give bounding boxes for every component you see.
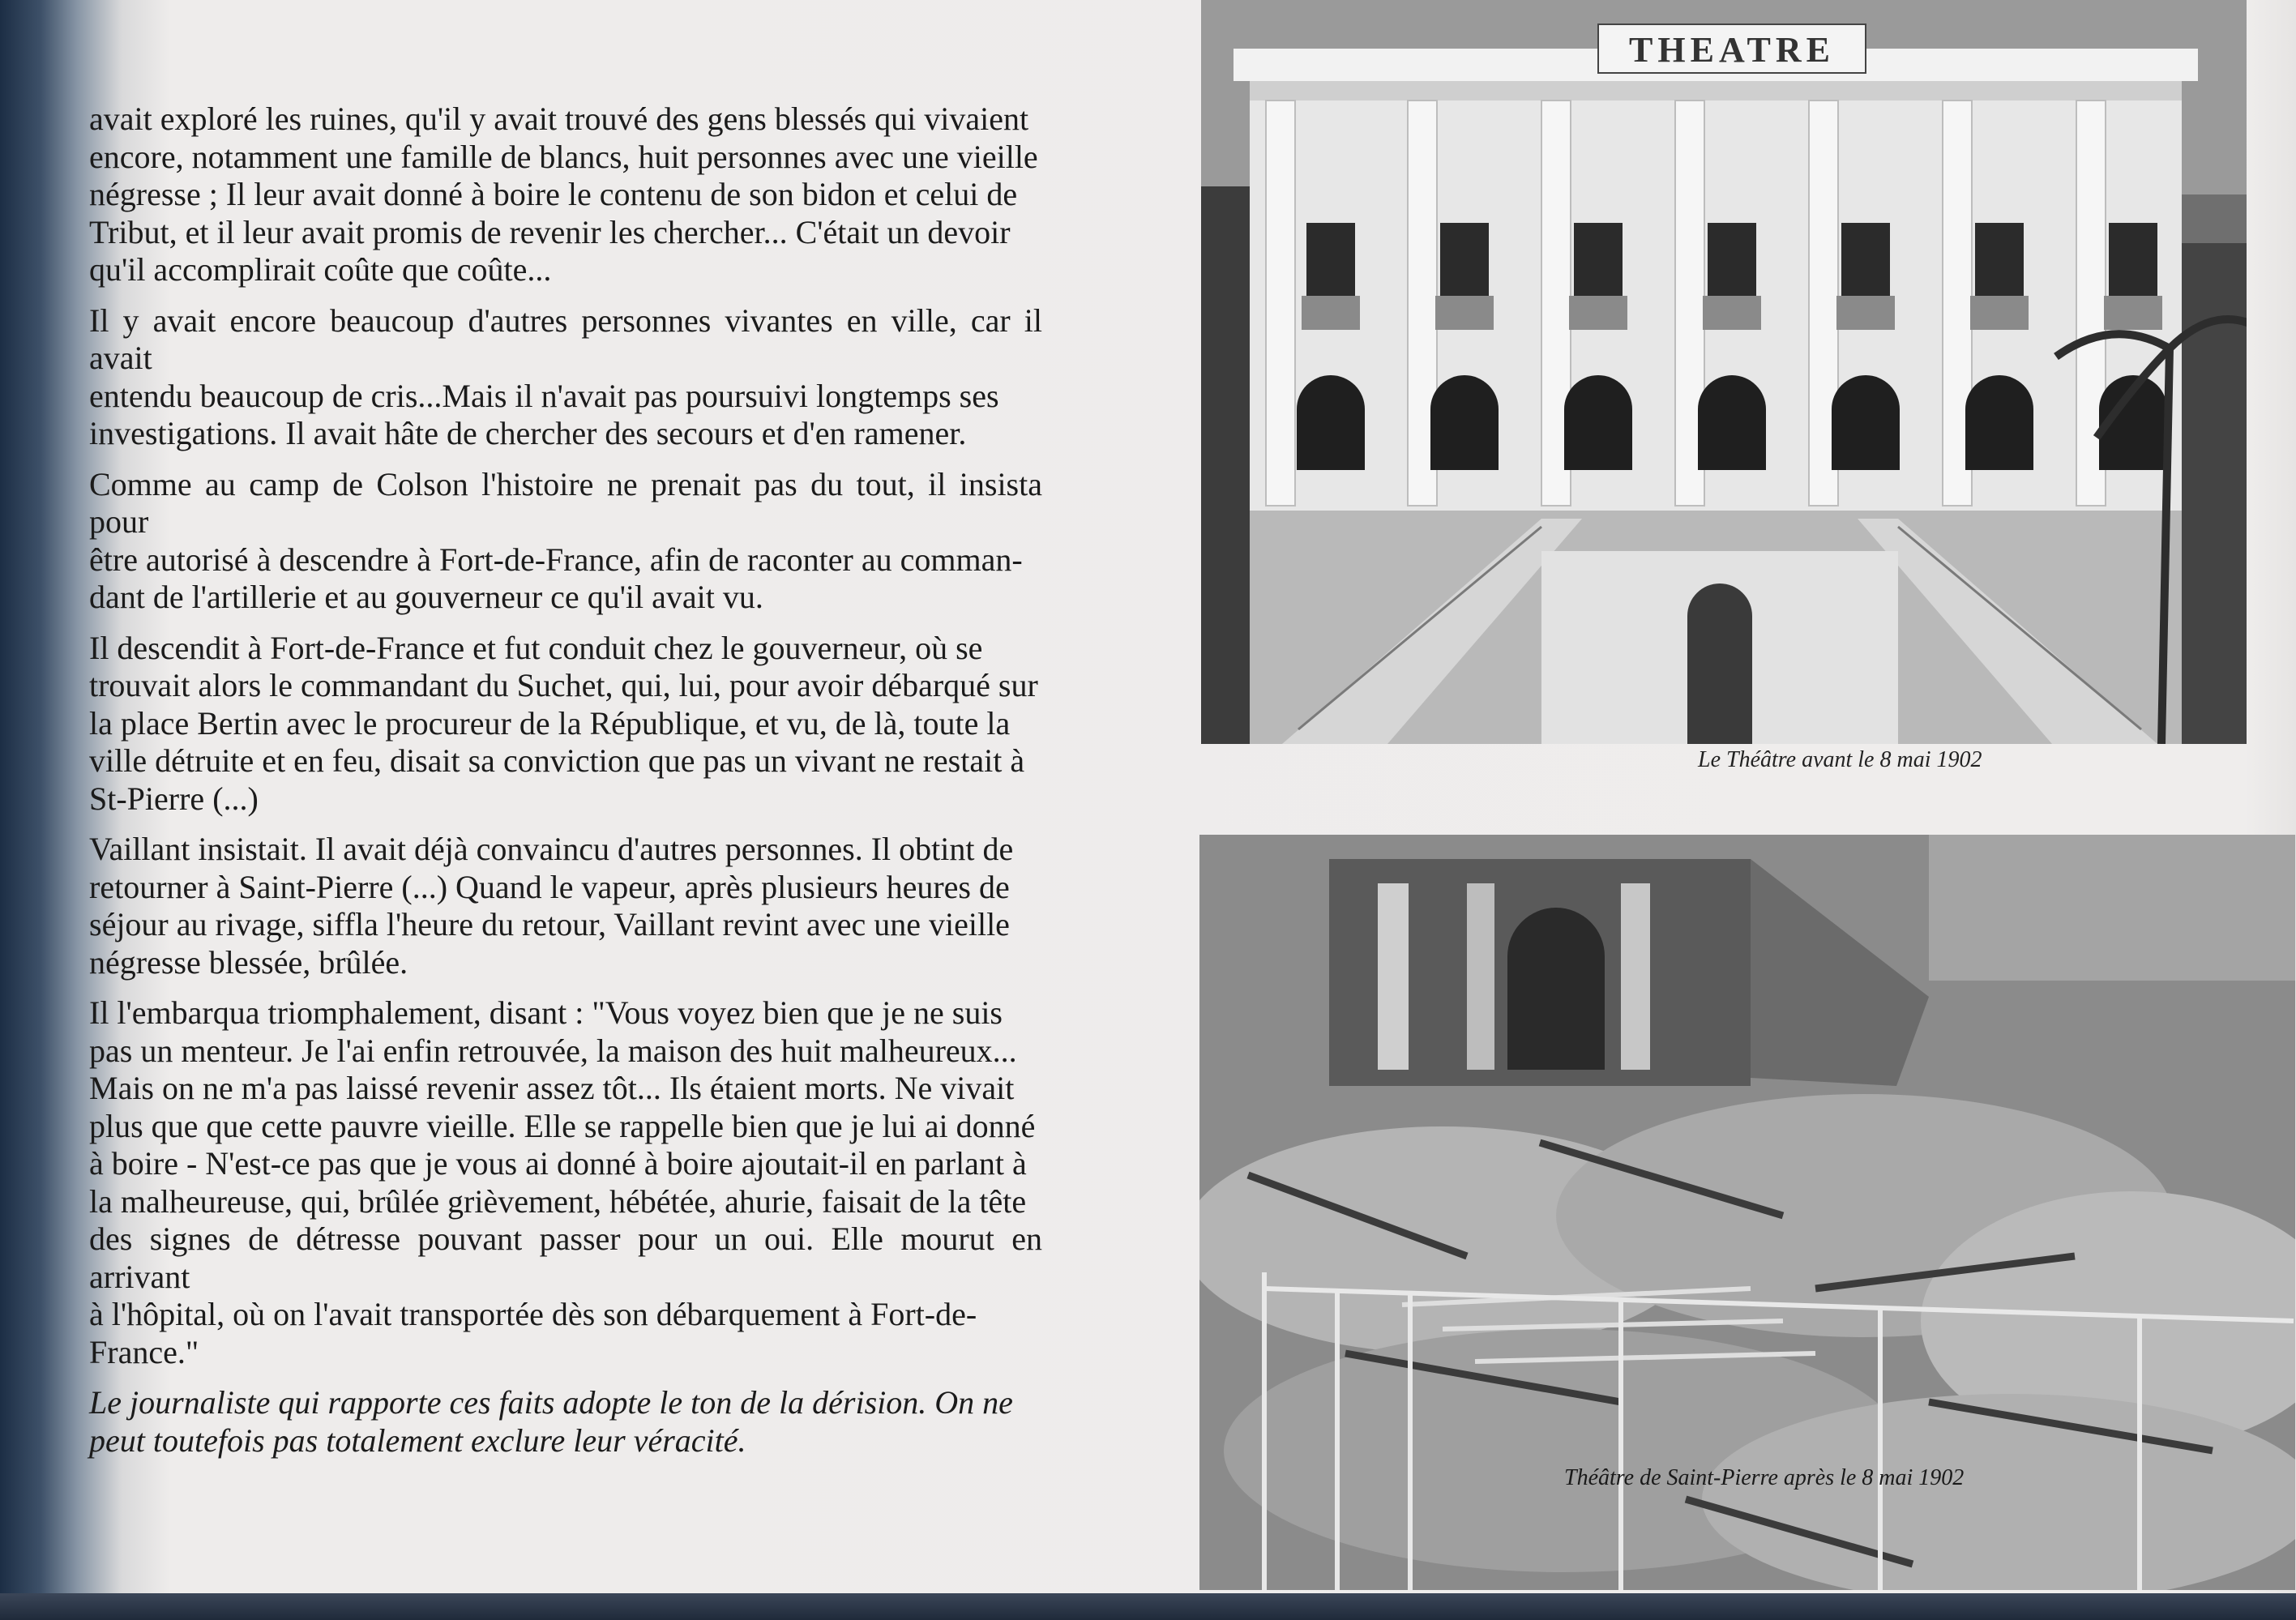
paragraph: Il l'embarqua triomphalement, disant : "Vous voyez bien que je ne suis pas un menteur. Je l'ai enfin retrouvée, la maison des huit malheureux... Mais on ne m'a pas laissé revenir assez tôt... Ils étaient morts. Ne vivait plus que que cette pauvre vieille. Elle se rappelle bien que je lui ai donné à boire - N'est-ce pas que je vous ai donné à boire ajoutait-il en parlant à la malheureuse, qui, brûlée grièvement, hébétée, ahurie, faisait de la tête des signes de détresse pouvant passer pour un oui. Elle mourut en arrivant à l'hôpital, où on l'avait transportée dès son débarquement à Fort-de- France." [89, 994, 1042, 1370]
closing-note: Le journaliste qui rapporte ces faits adopte le ton de la dérision. On ne peut toutefois pas totalement exclure leur véracité. [89, 1384, 1013, 1459]
caption-before: Le Théâtre avant le 8 mai 1902 [1698, 747, 1982, 772]
paragraph: avait exploré les ruines, qu'il y avait trouvé des gens blessés qui vivaient encore, notamment une famille de blancs, huit personnes avec une vieille négresse ; Il leur avait donné à boire le contenu de son bidon et celui de Tribut, et il leur avait promis de revenir les chercher... C'était un devoir qu'il accomplirait coûte que coûte... [89, 100, 1038, 288]
caption-after: Théâtre de Saint-Pierre après le 8 mai 1902 [1564, 1465, 1965, 1490]
theatre-before-photo [1201, 0, 2247, 744]
paragraph: Comme au camp de Colson l'histoire ne prenait pas du tout, il insista pour être autorisé à descendre à Fort-de-France, afin de raconter au comman- dant de l'artillerie et au gouverneur ce qu'il avait vu. [89, 465, 1042, 615]
article-text [89, 100, 1042, 1473]
paragraph: Vaillant insistait. Il avait déjà convaincu d'autres personnes. Il obtint de retourner à Saint-Pierre (...) Quand le vapeur, après plusieurs heures de séjour au rivage, siffla l'heure du retour, Vaillant revint avec une vieille négresse blessée, brûlée. [89, 831, 1014, 981]
paragraph: Il descendit à Fort-de-France et fut conduit chez le gouverneur, où se trouvait alors le commandant du Suchet, qui, lui, pour avoir débarqué sur la place Bertin avec le procureur de la République, et vu, de là, toute la ville détruite et en feu, disait sa conviction que pas un vivant ne restait à St-Pierre (...) [89, 629, 1038, 817]
theatre-sign: THEATRE [1629, 30, 1835, 70]
paragraph: Il y avait encore beaucoup d'autres personnes vivantes en ville, car il avait entendu beaucoup de cris...Mais il n'avait pas poursuivi longtemps ses investigations. Il avait hâte de chercher des secours et d'en ramener. [89, 301, 1042, 451]
page-bottom-edge [0, 1593, 2296, 1620]
